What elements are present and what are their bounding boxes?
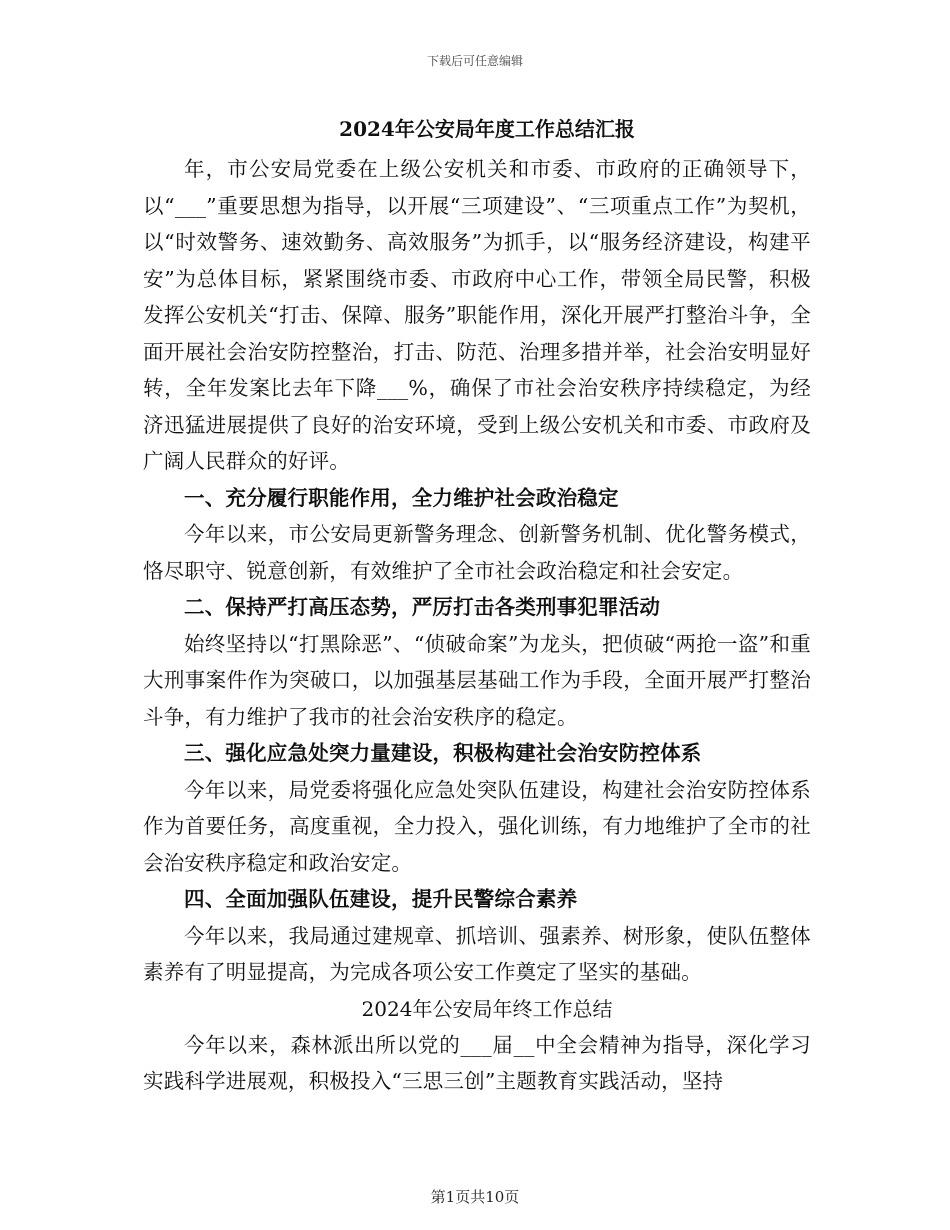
second-intro-paragraph: 今年以来，森林派出所以党的___届__中全会精神为指导，深化学习实践科学进展观，积极投入“三思三创”主题教育实践活动，坚持 bbox=[143, 1032, 811, 1093]
section-body-2: 始终坚持以“打黑除恶”、“侦破命案”为龙头，把侦破“两抢一盗”和重大刑事案件作为突破口，以加强基层基础工作为手段，全面开展严打整治斗争，有力维护了我市的社会治安秩序的稳定。 bbox=[143, 631, 811, 729]
section-body-3: 今年以来，局党委将强化应急处突队伍建设，构建社会治安防控体系作为首要任务，高度重视，全力投入，强化训练，有力地维护了全市的社会治安秩序稳定和政治安定。 bbox=[143, 777, 811, 875]
section-heading-4: 四、全面加强队伍建设，提升民警综合素养 bbox=[184, 887, 578, 911]
section-body-4: 今年以来，我局通过建规章、抓培训、强素养、树形象，使队伍整体素养有了明显提高，为完成各项公安工作奠定了坚实的基础。 bbox=[143, 923, 811, 984]
section-heading-1: 一、充分履行职能作用，全力维护社会政治稳定 bbox=[184, 485, 619, 510]
section-heading-2: 二、保持严打高压态势，严厉打击各类刑事犯罪活动 bbox=[184, 595, 661, 619]
section-body-1: 今年以来，市公安局更新警务理念、创新警务机制、优化警务模式，恪尽职守、锐意创新，有效维护了全市社会政治稳定和社会安定。 bbox=[143, 522, 811, 583]
intro-paragraph: 年，市公安局党委在上级公安机关和市委、市政府的正确领导下，以“___”重要思想为指导，以开展“三项建设”、“三项重点工作”为契机，以“时效警务、速效勤务、高效服务”为抓手，以“服务经济建设，构建平安”为总体目标，紧紧围绕市委、市政府中心工作，带领全局民警，积极发挥公安机关“打击、保障、服务”职能作用，深化开展严打整治斗争，全面开展社会治安防控整治，打击、防范、治理多措并举，社会治安明显好转，全年发案比去年下降___%，确保了市社会治安秩序持续稳定，为经济迅猛进展提供了良好的治安环境，受到上级公安机关和市委、市政府及广阔人民群众的好评。 bbox=[143, 157, 811, 473]
document-body bbox=[143, 111, 811, 1100]
page-footer: 第1页共10页 bbox=[430, 1188, 520, 1206]
document-title: 2024年公安局年度工作总结汇报 bbox=[339, 117, 635, 141]
section-heading-3: 三、强化应急处突力量建设，积极构建社会治安防控体系 bbox=[184, 741, 702, 765]
second-document-title: 2024年公安局年终工作总结 bbox=[361, 996, 613, 1021]
page-header: 下载后可任意编辑 bbox=[426, 54, 523, 68]
